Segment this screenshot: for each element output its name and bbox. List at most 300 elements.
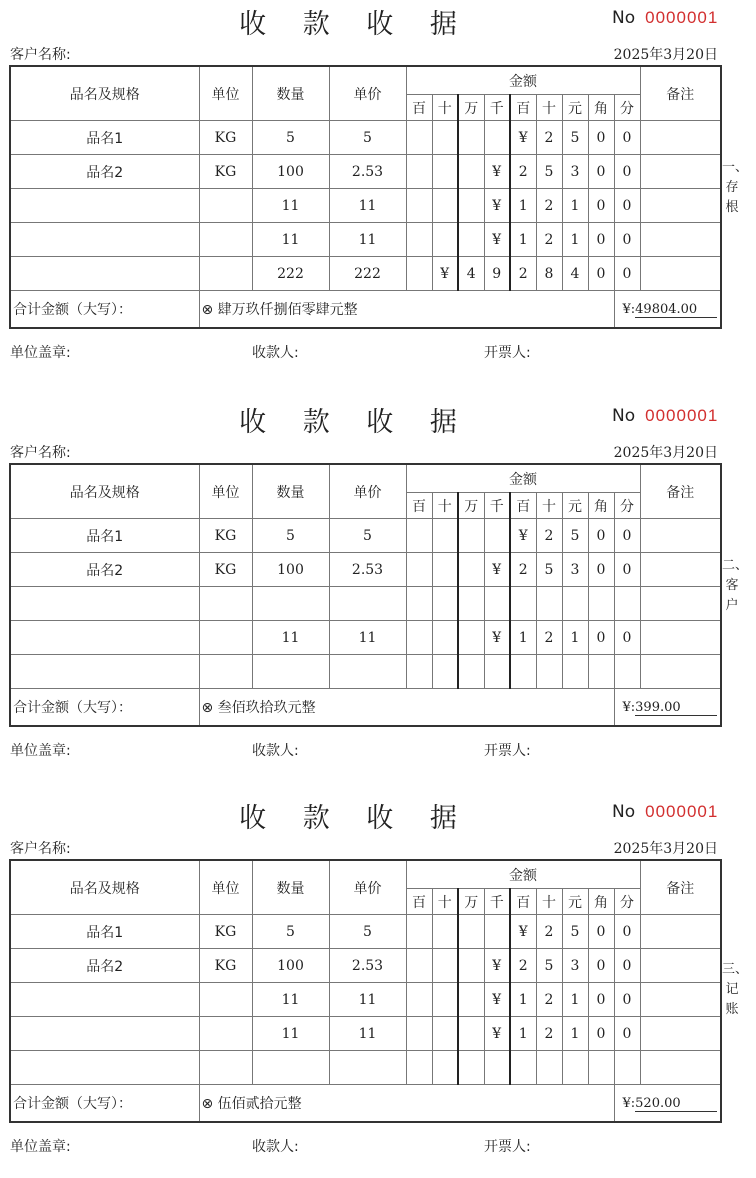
item-name: 品名1 — [10, 915, 199, 949]
header-price: 单价 — [329, 464, 406, 519]
amount-digit: 0 — [588, 223, 614, 257]
total-amount-value: 520.00 — [635, 1096, 717, 1112]
item-qty: 11 — [252, 189, 329, 223]
amount-digit: 0 — [614, 621, 640, 655]
yen-sign: ¥: — [622, 301, 636, 317]
amount-digit: 5 — [562, 519, 588, 553]
item-remark — [640, 257, 721, 291]
header-amount: 金额 — [406, 66, 640, 95]
amount-digit: 1 — [562, 223, 588, 257]
amount-digit — [406, 655, 432, 689]
amount-digit — [458, 621, 484, 655]
digit-header-thousand: 千 — [484, 493, 510, 519]
amount-digit: 0 — [588, 1017, 614, 1051]
amount-digit — [484, 121, 510, 155]
item-unit — [199, 1051, 252, 1085]
amount-digit: 0 — [614, 983, 640, 1017]
amount-digit — [458, 1017, 484, 1051]
amount-digit: 5 — [562, 121, 588, 155]
amount-digit — [484, 519, 510, 553]
item-qty: 5 — [252, 519, 329, 553]
digit-header-yuan: 元 — [562, 493, 588, 519]
item-remark — [640, 915, 721, 949]
amount-digit — [458, 587, 484, 621]
amount-digit — [406, 519, 432, 553]
amount-digit — [536, 587, 562, 621]
amount-digit — [406, 983, 432, 1017]
item-qty: 5 — [252, 121, 329, 155]
amount-digit: 1 — [510, 189, 536, 223]
item-qty: 11 — [252, 621, 329, 655]
drawer-label: 开票人: — [484, 345, 531, 361]
item-row — [10, 257, 721, 291]
receipt-title: 收 款 收 据 — [239, 407, 471, 438]
amount-digit — [562, 587, 588, 621]
item-qty: 100 — [252, 155, 329, 189]
amount-digit — [458, 655, 484, 689]
item-name — [10, 983, 199, 1017]
amount-digit — [432, 519, 458, 553]
digit-header-ten-thousand-ten: 十 — [432, 95, 458, 121]
item-row — [10, 553, 721, 587]
amount-digit: 2 — [536, 1017, 562, 1051]
amount-digit: 0 — [614, 949, 640, 983]
amount-digit: 5 — [536, 949, 562, 983]
amount-digit: 0 — [588, 189, 614, 223]
amount-digit — [432, 587, 458, 621]
total-amount — [614, 291, 721, 329]
item-price: 222 — [329, 257, 406, 291]
total-amount-value: 399.00 — [635, 700, 717, 716]
amount-digit — [614, 655, 640, 689]
item-row — [10, 519, 721, 553]
amount-digit: 9 — [484, 257, 510, 291]
amount-digit — [432, 983, 458, 1017]
amount-digit — [588, 587, 614, 621]
item-qty: 222 — [252, 257, 329, 291]
header-amount: 金额 — [406, 860, 640, 889]
item-unit — [199, 189, 252, 223]
header-unit: 单位 — [199, 860, 252, 915]
item-unit — [199, 587, 252, 621]
copy-label: 三、记账 — [722, 962, 749, 1017]
item-unit: KG — [199, 519, 252, 553]
stamp-label: 单位盖章: — [10, 1139, 71, 1155]
amount-digit — [432, 915, 458, 949]
amount-digit — [458, 189, 484, 223]
item-price: 5 — [329, 121, 406, 155]
amount-digit: ¥ — [484, 983, 510, 1017]
amount-digit — [432, 1051, 458, 1085]
digit-header-ten-thousand-ten: 十 — [432, 889, 458, 915]
amount-digit: 2 — [536, 519, 562, 553]
amount-digit — [432, 121, 458, 155]
item-row — [10, 121, 721, 155]
item-price — [329, 655, 406, 689]
receipt — [0, 794, 756, 1178]
header-qty: 数量 — [252, 860, 329, 915]
amount-digit — [614, 1051, 640, 1085]
item-remark — [640, 553, 721, 587]
digit-header-hundred: 百 — [510, 889, 536, 915]
amount-digit: 1 — [510, 1017, 536, 1051]
amount-digit — [458, 949, 484, 983]
item-remark — [640, 121, 721, 155]
item-name — [10, 587, 199, 621]
item-unit — [199, 1017, 252, 1051]
amount-digit: ¥ — [510, 915, 536, 949]
header-name: 品名及规格 — [10, 66, 199, 121]
item-remark — [640, 983, 721, 1017]
amount-digit: 0 — [614, 121, 640, 155]
amount-digit — [458, 1051, 484, 1085]
total-amount-value: 49804.00 — [635, 302, 717, 318]
amount-digit — [406, 587, 432, 621]
amount-digit — [432, 621, 458, 655]
item-remark — [640, 1017, 721, 1051]
header-unit: 单位 — [199, 66, 252, 121]
item-row — [10, 189, 721, 223]
serial-value: 0000001 — [645, 802, 719, 821]
header-qty: 数量 — [252, 66, 329, 121]
amount-digit — [432, 155, 458, 189]
amount-digit: 3 — [562, 155, 588, 189]
serial-value: 0000001 — [645, 406, 719, 425]
amount-digit — [510, 587, 536, 621]
item-unit: KG — [199, 915, 252, 949]
item-unit: KG — [199, 949, 252, 983]
amount-digit: 1 — [510, 223, 536, 257]
digit-header-hundred-thousand: 百 — [406, 95, 432, 121]
digit-header-hundred: 百 — [510, 493, 536, 519]
stamp-label: 单位盖章: — [10, 345, 71, 361]
amount-digit — [458, 553, 484, 587]
digit-header-thousand: 千 — [484, 95, 510, 121]
header-remark: 备注 — [640, 860, 721, 915]
item-row — [10, 587, 721, 621]
amount-digit — [458, 983, 484, 1017]
digit-header-fen: 分 — [614, 95, 640, 121]
item-name: 品名2 — [10, 155, 199, 189]
item-row — [10, 223, 721, 257]
item-unit — [199, 223, 252, 257]
header-name: 品名及规格 — [10, 464, 199, 519]
amount-digit — [536, 1051, 562, 1085]
amount-digit: 5 — [536, 155, 562, 189]
item-row — [10, 1017, 721, 1051]
payee-label: 收款人: — [252, 345, 299, 361]
item-price: 5 — [329, 915, 406, 949]
header-qty: 数量 — [252, 464, 329, 519]
amount-digit: ¥ — [484, 189, 510, 223]
yen-sign: ¥: — [622, 1095, 636, 1111]
amount-digit: ¥ — [510, 519, 536, 553]
amount-digit — [588, 655, 614, 689]
amount-digit — [484, 915, 510, 949]
receipt-table — [9, 859, 722, 1123]
item-name: 品名1 — [10, 121, 199, 155]
amount-digit: 2 — [510, 155, 536, 189]
item-name — [10, 1051, 199, 1085]
header-unit: 单位 — [199, 464, 252, 519]
amount-digit — [510, 655, 536, 689]
digit-header-ten: 十 — [536, 493, 562, 519]
digit-header-jiao: 角 — [588, 493, 614, 519]
amount-digit: ¥ — [484, 621, 510, 655]
amount-digit — [432, 655, 458, 689]
receipt-table — [9, 65, 722, 329]
amount-digit: 0 — [588, 983, 614, 1017]
digit-header-ten: 十 — [536, 95, 562, 121]
amount-digit — [406, 257, 432, 291]
drawer-label: 开票人: — [484, 743, 531, 759]
item-remark — [640, 519, 721, 553]
item-price — [329, 587, 406, 621]
amount-digit: 4 — [562, 257, 588, 291]
stamp-label: 单位盖章: — [10, 743, 71, 759]
digit-header-ten-thousand: 万 — [458, 493, 484, 519]
amount-digit — [484, 1051, 510, 1085]
number-sign: No — [612, 406, 636, 426]
item-unit — [199, 621, 252, 655]
amount-digit: 0 — [614, 519, 640, 553]
digit-header-fen: 分 — [614, 889, 640, 915]
item-remark — [640, 189, 721, 223]
amount-digit — [406, 121, 432, 155]
receipt-title: 收 款 收 据 — [239, 9, 471, 40]
total-label: 合计金额（大写）： — [10, 689, 199, 727]
item-unit: KG — [199, 553, 252, 587]
amount-digit — [432, 189, 458, 223]
receipt — [0, 0, 756, 384]
amount-digit — [406, 553, 432, 587]
number-sign: No — [612, 8, 636, 28]
digit-header-fen: 分 — [614, 493, 640, 519]
copy-label: 二、客户 — [722, 558, 749, 613]
amount-digit: 0 — [614, 189, 640, 223]
item-qty: 100 — [252, 949, 329, 983]
amount-digit: 1 — [510, 621, 536, 655]
amount-digit: 0 — [614, 223, 640, 257]
amount-digit: 1 — [562, 1017, 588, 1051]
amount-digit: 0 — [614, 915, 640, 949]
item-unit — [199, 983, 252, 1017]
item-unit — [199, 655, 252, 689]
item-price: 11 — [329, 223, 406, 257]
item-row — [10, 1051, 721, 1085]
receipt-date: 2025年3月20日 — [613, 445, 718, 461]
customer-name-label: 客户名称: — [10, 445, 71, 461]
customer-name-label: 客户名称: — [10, 841, 71, 857]
amount-digit: 2 — [510, 949, 536, 983]
item-name — [10, 655, 199, 689]
item-qty: 5 — [252, 915, 329, 949]
total-label: 合计金额（大写）： — [10, 1085, 199, 1123]
receipt-date: 2025年3月20日 — [613, 47, 718, 63]
amount-digit: 2 — [536, 223, 562, 257]
item-qty — [252, 1051, 329, 1085]
amount-digit: 2 — [536, 621, 562, 655]
amount-digit: 2 — [536, 121, 562, 155]
digit-header-jiao: 角 — [588, 95, 614, 121]
item-name: 品名2 — [10, 553, 199, 587]
item-name — [10, 621, 199, 655]
amount-digit — [432, 949, 458, 983]
item-row — [10, 621, 721, 655]
amount-digit: ¥ — [484, 155, 510, 189]
item-name: 品名1 — [10, 519, 199, 553]
amount-digit: 1 — [510, 983, 536, 1017]
item-name: 品名2 — [10, 949, 199, 983]
amount-digit — [406, 621, 432, 655]
number-sign: No — [612, 802, 636, 822]
header-amount: 金额 — [406, 464, 640, 493]
amount-digit — [536, 655, 562, 689]
total-amount — [614, 689, 721, 727]
item-row — [10, 983, 721, 1017]
amount-digit: 1 — [562, 621, 588, 655]
item-row — [10, 155, 721, 189]
item-remark — [640, 587, 721, 621]
yen-sign: ¥: — [622, 699, 636, 715]
serial-number — [612, 8, 718, 28]
amount-digit — [484, 655, 510, 689]
item-price: 11 — [329, 983, 406, 1017]
item-qty: 11 — [252, 1017, 329, 1051]
digit-header-ten-thousand: 万 — [458, 889, 484, 915]
amount-digit — [406, 1051, 432, 1085]
amount-digit — [614, 587, 640, 621]
item-remark — [640, 621, 721, 655]
amount-digit — [588, 1051, 614, 1085]
payee-label: 收款人: — [252, 1139, 299, 1155]
total-amount — [614, 1085, 721, 1123]
digit-header-ten: 十 — [536, 889, 562, 915]
total-in-words: ⊗ 叁佰玖拾玖元整 — [199, 689, 614, 727]
amount-digit: 0 — [588, 915, 614, 949]
amount-digit — [458, 519, 484, 553]
item-unit: KG — [199, 155, 252, 189]
amount-digit — [458, 915, 484, 949]
header-remark: 备注 — [640, 66, 721, 121]
amount-digit: 0 — [588, 949, 614, 983]
amount-digit: 5 — [562, 915, 588, 949]
item-price: 2.53 — [329, 155, 406, 189]
amount-digit — [458, 121, 484, 155]
amount-digit: 0 — [588, 553, 614, 587]
item-unit — [199, 257, 252, 291]
amount-digit: 0 — [588, 155, 614, 189]
item-row — [10, 915, 721, 949]
amount-digit: 0 — [614, 155, 640, 189]
amount-digit: 0 — [588, 621, 614, 655]
header-remark: 备注 — [640, 464, 721, 519]
amount-digit: 0 — [614, 1017, 640, 1051]
amount-digit: 2 — [536, 915, 562, 949]
amount-digit — [484, 587, 510, 621]
amount-digit — [510, 1051, 536, 1085]
amount-digit — [406, 949, 432, 983]
item-price — [329, 1051, 406, 1085]
amount-digit: ¥ — [484, 223, 510, 257]
amount-digit — [458, 223, 484, 257]
amount-digit: 0 — [588, 121, 614, 155]
amount-digit: 8 — [536, 257, 562, 291]
receipt-table — [9, 463, 722, 727]
digit-header-ten-thousand-ten: 十 — [432, 493, 458, 519]
item-qty — [252, 587, 329, 621]
item-name — [10, 257, 199, 291]
item-row — [10, 655, 721, 689]
item-remark — [640, 655, 721, 689]
amount-digit: 2 — [536, 983, 562, 1017]
item-price: 11 — [329, 621, 406, 655]
amount-digit: 4 — [458, 257, 484, 291]
item-remark — [640, 223, 721, 257]
amount-digit — [432, 223, 458, 257]
item-remark — [640, 1051, 721, 1085]
amount-digit — [562, 1051, 588, 1085]
item-remark — [640, 949, 721, 983]
amount-digit: 0 — [588, 519, 614, 553]
drawer-label: 开票人: — [484, 1139, 531, 1155]
digit-header-jiao: 角 — [588, 889, 614, 915]
amount-digit: ¥ — [432, 257, 458, 291]
copy-label: 一、存根 — [722, 160, 749, 215]
digit-header-hundred: 百 — [510, 95, 536, 121]
header-price: 单价 — [329, 860, 406, 915]
payee-label: 收款人: — [252, 743, 299, 759]
amount-digit: ¥ — [484, 949, 510, 983]
digit-header-hundred-thousand: 百 — [406, 493, 432, 519]
item-row — [10, 949, 721, 983]
receipt — [0, 398, 756, 782]
digit-header-ten-thousand: 万 — [458, 95, 484, 121]
receipt-date: 2025年3月20日 — [613, 841, 718, 857]
digit-header-thousand: 千 — [484, 889, 510, 915]
amount-digit — [432, 1017, 458, 1051]
amount-digit — [432, 553, 458, 587]
item-qty: 100 — [252, 553, 329, 587]
item-price: 5 — [329, 519, 406, 553]
item-remark — [640, 155, 721, 189]
amount-digit: 3 — [562, 553, 588, 587]
item-unit: KG — [199, 121, 252, 155]
amount-digit: 0 — [614, 553, 640, 587]
amount-digit: ¥ — [510, 121, 536, 155]
amount-digit: 5 — [536, 553, 562, 587]
total-in-words: ⊗ 肆万玖仟捌佰零肆元整 — [199, 291, 614, 329]
amount-digit: 1 — [562, 983, 588, 1017]
amount-digit — [562, 655, 588, 689]
item-qty: 11 — [252, 223, 329, 257]
item-qty: 11 — [252, 983, 329, 1017]
header-name: 品名及规格 — [10, 860, 199, 915]
serial-number — [612, 802, 718, 822]
digit-header-yuan: 元 — [562, 889, 588, 915]
amount-digit — [406, 189, 432, 223]
item-name — [10, 189, 199, 223]
amount-digit — [406, 1017, 432, 1051]
amount-digit: 2 — [536, 189, 562, 223]
item-name — [10, 223, 199, 257]
amount-digit: 0 — [588, 257, 614, 291]
item-price: 11 — [329, 189, 406, 223]
amount-digit — [458, 155, 484, 189]
item-price: 2.53 — [329, 949, 406, 983]
digit-header-hundred-thousand: 百 — [406, 889, 432, 915]
amount-digit: 1 — [562, 189, 588, 223]
